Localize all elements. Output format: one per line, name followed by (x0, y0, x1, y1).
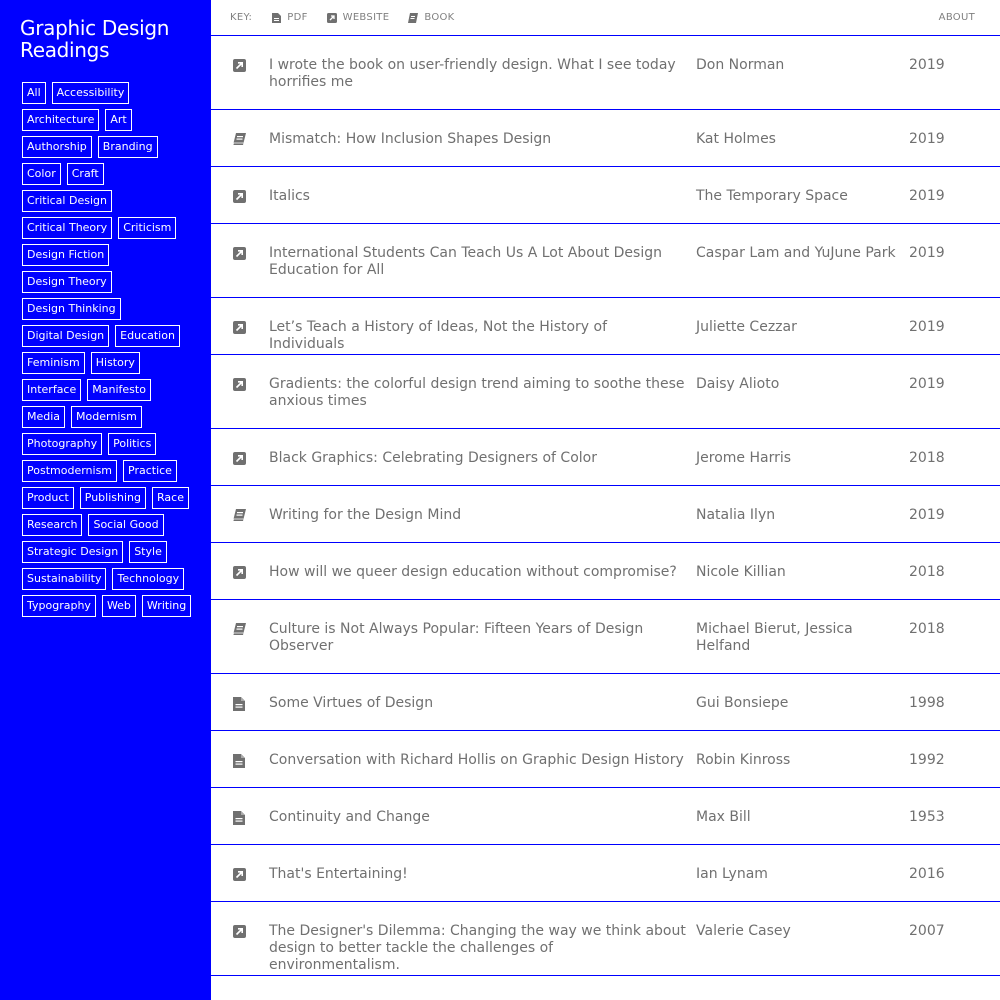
pdf-icon (272, 13, 281, 23)
tag-filter[interactable]: Strategic Design (22, 541, 123, 563)
tag-filter[interactable]: Critical Design (22, 190, 112, 212)
reading-year: 2019 (909, 319, 945, 335)
tag-filter[interactable]: Craft (67, 163, 104, 185)
tag-filter[interactable]: Education (115, 325, 180, 347)
reading-row[interactable] (211, 486, 1000, 543)
tag-filter[interactable]: Design Theory (22, 271, 112, 293)
key-item-book (408, 12, 454, 23)
reading-type (211, 923, 269, 975)
reading-type (211, 131, 269, 166)
website-icon (233, 566, 246, 579)
reading-author: Natalia Ilyn (696, 507, 776, 523)
book-icon (408, 13, 418, 23)
readings-list (211, 36, 1000, 976)
reading-author: Jerome Harris (696, 450, 792, 466)
tag-filter[interactable]: Accessibility (52, 82, 130, 104)
tag-filter[interactable]: All (22, 82, 46, 104)
reading-title[interactable]: I wrote the book on user-friendly design. What I see today horrifies me (269, 57, 676, 90)
reading-title[interactable]: Let’s Teach a History of Ideas, Not the History of Individuals (269, 319, 608, 352)
tag-filter[interactable]: Practice (123, 460, 177, 482)
reading-type (211, 188, 269, 223)
reading-year: 2016 (909, 866, 945, 882)
reading-type (211, 507, 269, 542)
pdf-icon (233, 754, 245, 768)
key-bar (211, 0, 1000, 36)
reading-title[interactable]: Culture is Not Always Popular: Fifteen Years of Design Observer (269, 621, 644, 654)
reading-row[interactable] (211, 429, 1000, 486)
tag-filter[interactable]: Social Good (88, 514, 163, 536)
reading-row[interactable] (211, 298, 1000, 355)
tag-filter[interactable]: Architecture (22, 109, 99, 131)
reading-row[interactable] (211, 355, 1000, 429)
reading-type (211, 695, 269, 730)
main-content (211, 0, 1000, 1000)
tag-filter[interactable]: Branding (98, 136, 158, 158)
reading-author: Juliette Cezzar (696, 319, 797, 335)
key-label: KEY: (230, 12, 253, 23)
reading-type (211, 752, 269, 787)
reading-year: 2007 (909, 923, 945, 939)
book-icon (233, 623, 246, 635)
tag-filter[interactable]: Technology (112, 568, 184, 590)
reading-year: 2019 (909, 57, 945, 73)
reading-type (211, 809, 269, 844)
tag-filter[interactable]: Color (22, 163, 61, 185)
tag-filter[interactable]: Publishing (80, 487, 146, 509)
reading-title[interactable]: Conversation with Richard Hollis on Graphic Design History (269, 752, 684, 768)
reading-title[interactable]: The Designer's Dilemma: Changing the way we think about design to better tackle the challenges of environmentalism. (269, 923, 686, 973)
key-item-pdf (272, 12, 307, 23)
reading-author: Nicole Killian (696, 564, 786, 580)
reading-year: 1953 (909, 809, 945, 825)
reading-type (211, 621, 269, 673)
tag-filter[interactable]: Race (152, 487, 189, 509)
reading-type (211, 450, 269, 485)
website-icon (327, 13, 337, 23)
reading-row[interactable] (211, 36, 1000, 110)
tag-filter[interactable]: Criticism (118, 217, 176, 239)
reading-row[interactable] (211, 224, 1000, 298)
tag-filter[interactable]: Interface (22, 379, 81, 401)
tag-filter[interactable]: Design Fiction (22, 244, 109, 266)
reading-type (211, 245, 269, 297)
reading-type (211, 376, 269, 428)
pdf-icon (233, 697, 245, 711)
tag-filter[interactable]: Style (129, 541, 167, 563)
book-icon (233, 133, 246, 145)
key-item-label: BOOK (424, 12, 455, 23)
reading-type (211, 564, 269, 599)
tag-list (22, 82, 199, 617)
reading-author: Robin Kinross (696, 752, 791, 768)
key-item-website (327, 12, 390, 23)
reading-author: Max Bill (696, 809, 751, 825)
book-icon (233, 509, 246, 521)
reading-row[interactable] (211, 845, 1000, 902)
reading-row[interactable] (211, 110, 1000, 167)
website-icon (233, 59, 246, 72)
tag-filter[interactable]: Writing (142, 595, 191, 617)
tag-filter[interactable]: Critical Theory (22, 217, 112, 239)
reading-year: 2019 (909, 188, 945, 204)
reading-author: Michael Bierut, Jessica Helfand (696, 621, 853, 654)
reading-title[interactable]: Black Graphics: Celebrating Designers of Color (269, 450, 597, 466)
tag-filter[interactable]: Photography (22, 433, 102, 455)
reading-year: 2018 (909, 450, 945, 466)
tag-filter[interactable]: Art (105, 109, 131, 131)
site-title[interactable]: Graphic Design Readings (20, 16, 170, 62)
sidebar (0, 0, 211, 1000)
key-item-label: PDF (287, 12, 308, 23)
website-icon (233, 190, 246, 203)
reading-title[interactable]: How will we queer design education without compromise? (269, 564, 677, 580)
tag-filter[interactable]: Sustainability (22, 568, 106, 590)
reading-title[interactable]: Some Virtues of Design (269, 695, 434, 711)
reading-title[interactable]: Writing for the Design Mind (269, 507, 462, 523)
reading-row[interactable] (211, 788, 1000, 845)
reading-author: Gui Bonsiepe (696, 695, 789, 711)
reading-author: Ian Lynam (696, 866, 768, 882)
reading-type (211, 866, 269, 901)
tag-filter[interactable]: Research (22, 514, 82, 536)
reading-type (211, 319, 269, 354)
reading-author: Kat Holmes (696, 131, 776, 147)
tag-filter[interactable]: Feminism (22, 352, 85, 374)
website-icon (233, 452, 246, 465)
tag-filter[interactable]: Postmodernism (22, 460, 117, 482)
reading-author: Daisy Alioto (696, 376, 780, 392)
reading-year: 2018 (909, 621, 945, 637)
reading-title[interactable]: Italics (269, 188, 310, 204)
reading-author: The Temporary Space (696, 188, 848, 204)
website-icon (233, 868, 246, 881)
reading-type (211, 57, 269, 109)
website-icon (233, 321, 246, 334)
tag-filter[interactable]: Manifesto (87, 379, 151, 401)
reading-author: Caspar Lam and YuJune Park (696, 245, 896, 261)
key-item-label: WEBSITE (342, 12, 390, 23)
reading-year: 2019 (909, 376, 945, 392)
reading-title[interactable]: Gradients: the colorful design trend aiming to soothe these anxious times (269, 376, 685, 409)
reading-row[interactable] (211, 731, 1000, 788)
tag-filter[interactable]: Typography (22, 595, 96, 617)
reading-year: 2019 (909, 245, 945, 261)
tag-filter[interactable]: Product (22, 487, 74, 509)
tag-filter[interactable]: Digital Design (22, 325, 109, 347)
reading-title[interactable]: Continuity and Change (269, 809, 430, 825)
reading-title[interactable]: International Students Can Teach Us A Lot About Design Education for All (269, 245, 662, 278)
pdf-icon (233, 811, 245, 825)
website-icon (233, 925, 246, 938)
tag-filter[interactable]: Design Thinking (22, 298, 121, 320)
reading-year: 2019 (909, 131, 945, 147)
tag-filter[interactable]: Modernism (71, 406, 142, 428)
reading-row[interactable] (211, 902, 1000, 976)
tag-filter[interactable]: Media (22, 406, 65, 428)
reading-row[interactable] (211, 167, 1000, 224)
tag-filter[interactable]: Politics (108, 433, 156, 455)
tag-filter[interactable]: History (91, 352, 140, 374)
tag-filter[interactable]: Web (102, 595, 136, 617)
reading-title[interactable]: Mismatch: How Inclusion Shapes Design (269, 131, 552, 147)
reading-author: Valerie Casey (696, 923, 791, 939)
reading-row[interactable] (211, 674, 1000, 731)
reading-year: 2018 (909, 564, 945, 580)
tag-filter[interactable]: Authorship (22, 136, 92, 158)
reading-row[interactable] (211, 600, 1000, 674)
reading-row[interactable] (211, 543, 1000, 600)
reading-title[interactable]: That's Entertaining! (269, 866, 408, 882)
reading-year: 2019 (909, 507, 945, 523)
reading-author: Don Norman (696, 57, 785, 73)
reading-year: 1998 (909, 695, 945, 711)
about-link[interactable]: ABOUT (938, 12, 975, 23)
website-icon (233, 378, 246, 391)
website-icon (233, 247, 246, 260)
reading-year: 1992 (909, 752, 945, 768)
